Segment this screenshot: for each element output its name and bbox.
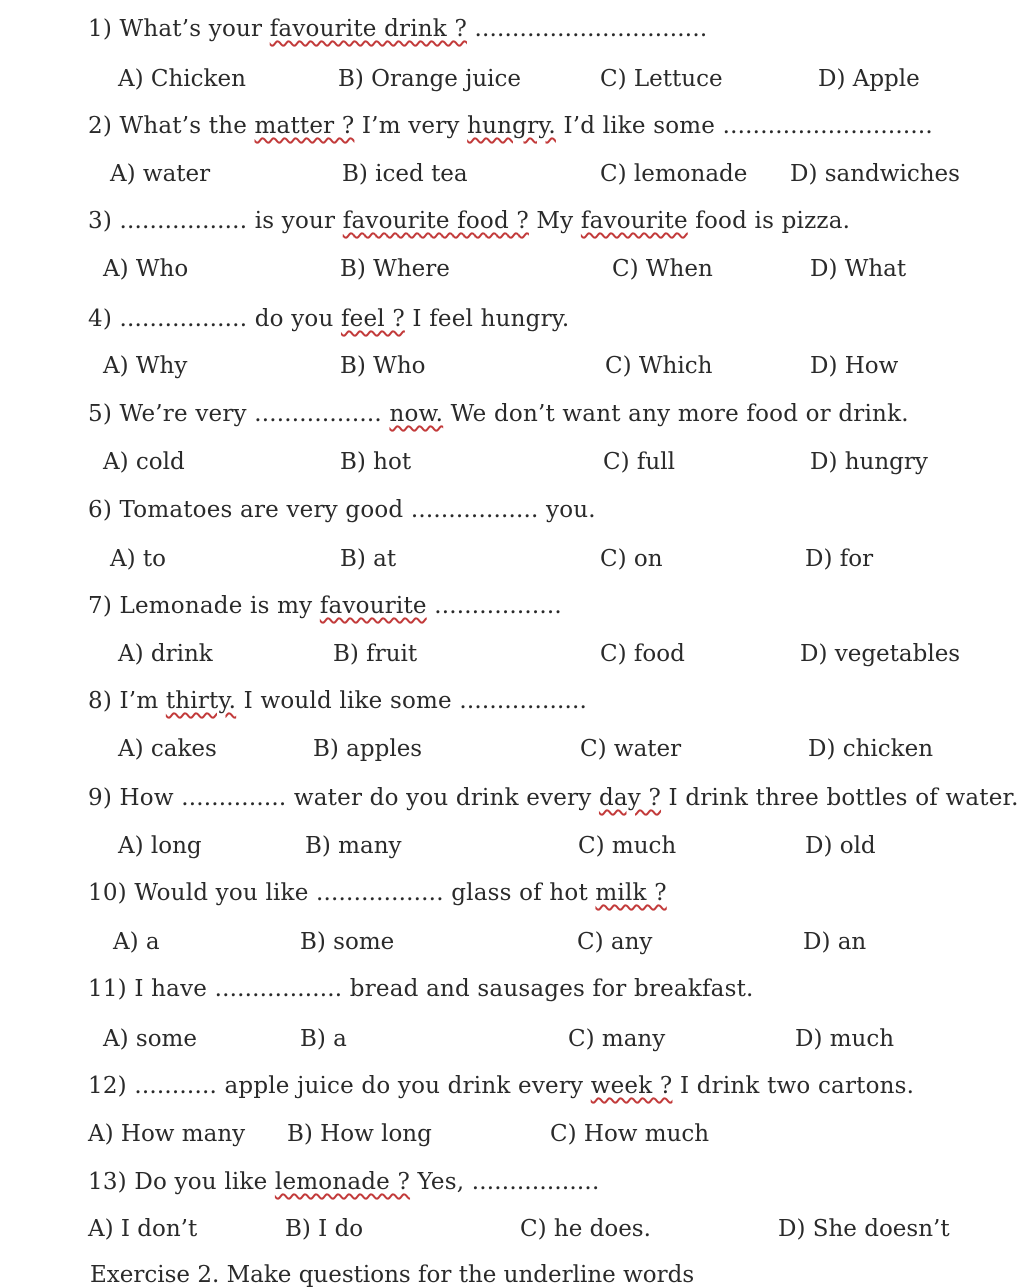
option-b: B) apples	[313, 736, 423, 762]
exercise-2-heading-cut: Exercise 2. Make questions for the underline words	[90, 1262, 695, 1288]
option-d: D) old	[805, 833, 876, 859]
option-b: B) How long	[287, 1121, 432, 1147]
question-8: 8) I’m thirty. I would like some .................	[88, 688, 588, 714]
question-13: 13) Do you like lemonade ? Yes, .................	[88, 1169, 600, 1195]
option-c: C) many	[568, 1026, 666, 1052]
option-c: C) lemonade	[600, 161, 748, 187]
option-d: D) vegetables	[800, 641, 961, 667]
option-c: C) he does.	[520, 1216, 651, 1242]
option-a: A) How many	[88, 1121, 246, 1147]
option-b: B) at	[340, 546, 397, 572]
option-b: B) a	[300, 1026, 347, 1052]
question-7: 7) Lemonade is my favourite .................	[88, 593, 562, 619]
option-b: B) many	[305, 833, 402, 859]
option-a: A) to	[110, 546, 166, 572]
option-b: B) Orange juice	[338, 66, 522, 92]
option-d: D) chicken	[808, 736, 934, 762]
option-c: C) When	[612, 256, 713, 282]
question-11: 11) I have ................. bread and sausages for breakfast.	[88, 976, 754, 1002]
option-b: B) iced tea	[342, 161, 468, 187]
option-b: B) I do	[285, 1216, 364, 1242]
option-a: A) cakes	[118, 736, 217, 762]
option-c: C) Lettuce	[600, 66, 723, 92]
option-b: B) some	[300, 929, 395, 955]
option-b: B) hot	[340, 449, 412, 475]
option-b: B) Who	[340, 353, 426, 379]
option-a: A) Why	[103, 353, 188, 379]
option-a: A) I don’t	[88, 1216, 198, 1242]
option-d: D) What	[810, 256, 907, 282]
option-c: C) much	[578, 833, 677, 859]
option-a: A) cold	[103, 449, 185, 475]
option-c: C) any	[577, 929, 653, 955]
option-c: C) full	[603, 449, 675, 475]
question-12: 12) ........... apple juice do you drink every week ? I drink two cartons.	[88, 1073, 915, 1099]
option-d: D) for	[805, 546, 874, 572]
option-b: B) Where	[340, 256, 450, 282]
option-a: A) a	[113, 929, 160, 955]
question-3: 3) ................. is your favourite food ? My favourite food is pizza.	[88, 208, 851, 234]
option-a: A) water	[110, 161, 211, 187]
option-a: A) Chicken	[118, 66, 246, 92]
option-c: C) on	[600, 546, 663, 572]
option-a: A) drink	[118, 641, 213, 667]
option-c: C) food	[600, 641, 685, 667]
question-1: 1) What’s your favourite drink ? ...............................	[88, 16, 708, 42]
option-d: D) She doesn’t	[778, 1216, 950, 1242]
option-a: A) some	[103, 1026, 197, 1052]
question-5: 5) We’re very ................. now. We don’t want any more food or drink.	[88, 401, 909, 427]
option-d: D) How	[810, 353, 899, 379]
question-2: 2) What’s the matter ? I’m very hungry. I’d like some ............................	[88, 113, 933, 139]
option-a: A) Who	[103, 256, 189, 282]
option-c: C) How much	[550, 1121, 710, 1147]
option-a: A) long	[118, 833, 202, 859]
question-6: 6) Tomatoes are very good ................. you.	[88, 497, 596, 523]
option-b: B) fruit	[333, 641, 418, 667]
option-d: D) sandwiches	[790, 161, 960, 187]
question-10: 10) Would you like ................. glass of hot milk ?	[88, 880, 667, 906]
option-c: C) Which	[605, 353, 713, 379]
question-4: 4) ................. do you feel ? I feel hungry.	[88, 306, 570, 332]
option-d: D) an	[803, 929, 867, 955]
option-d: D) hungry	[810, 449, 928, 475]
option-d: D) Apple	[818, 66, 920, 92]
option-c: C) water	[580, 736, 682, 762]
option-d: D) much	[795, 1026, 895, 1052]
question-9: 9) How .............. water do you drink every day ? I drink three bottles of water.	[88, 785, 1019, 811]
